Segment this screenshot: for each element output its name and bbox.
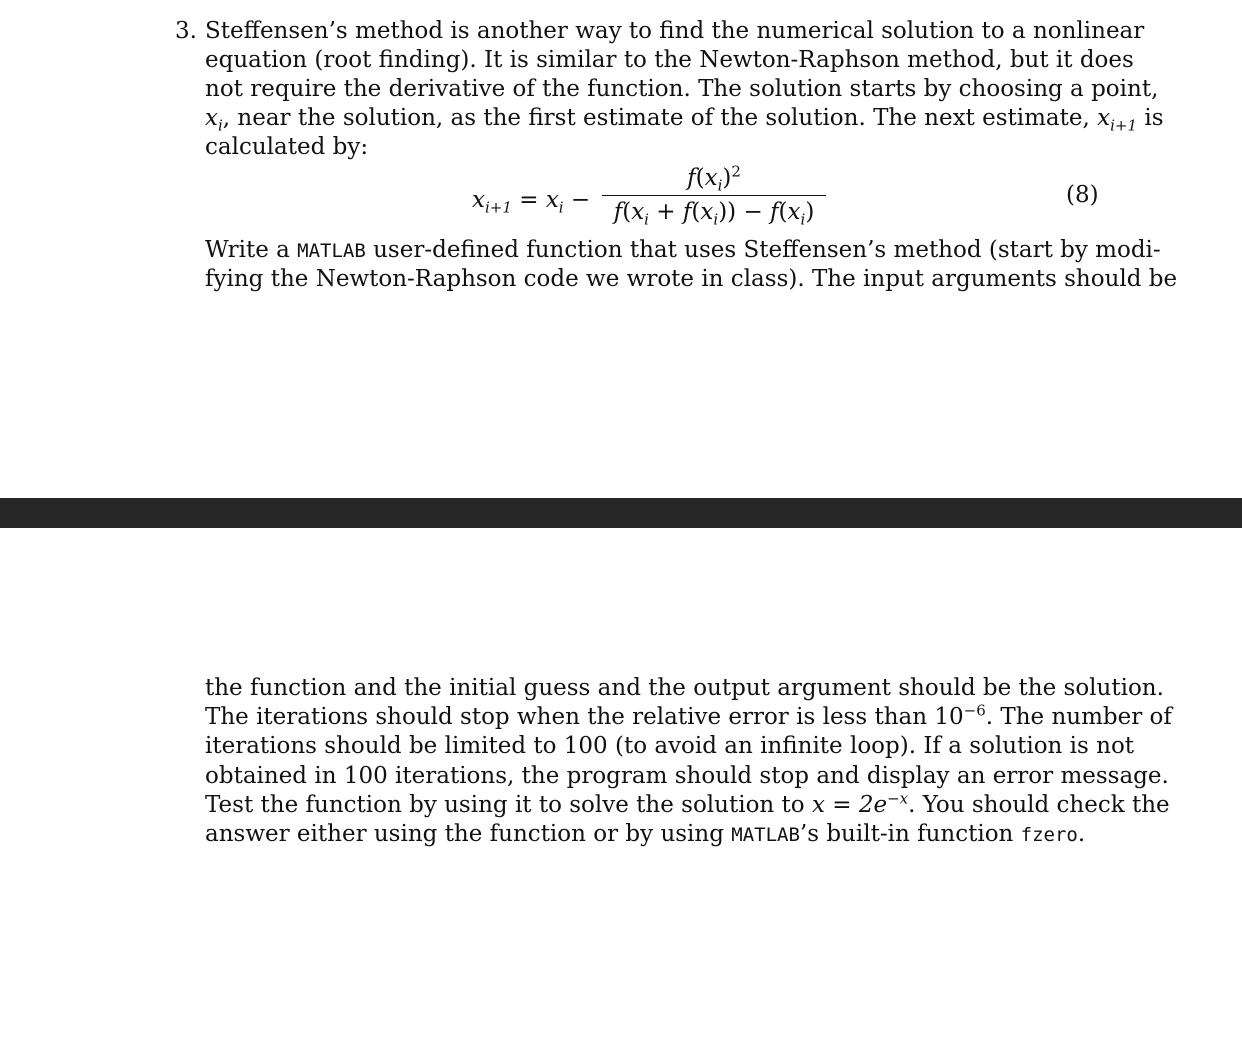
var-x-next: x — [1097, 105, 1111, 131]
para2-line-3: iterations should be limited to 100 (to avoid an infinite loop). If a solution is not — [205, 733, 1135, 759]
line4-tail: is — [1137, 105, 1164, 131]
fraction-denominator: $f(x_i + f(x_i)) - f(x_i)$ — [613, 199, 815, 229]
matlab-code: MATLAB — [297, 240, 366, 262]
para2-line-5: Test the function by using it to solve the solution to $x = 2e^{-x}$. You should check the — [205, 789, 1170, 818]
para1-line-1: Write a MATLAB user-defined function that uses Steffensen’s method (start by modi- — [205, 237, 1161, 263]
line4-text: , near the solution, as the first estimate of the solution. The next estimate, — [222, 105, 1098, 131]
equation-number: (8) — [1066, 182, 1099, 208]
var-x: x — [205, 105, 218, 131]
fraction-numerator: $f(x_i)^2$ — [687, 162, 741, 195]
problem-number: 3. — [175, 18, 197, 44]
fzero-code: fzero — [1020, 824, 1078, 846]
para2-line-4: obtained in 100 iterations, the program should stop and display an error message. — [205, 763, 1169, 789]
problem-line-5: calculated by: — [205, 134, 369, 160]
para2-line-1: the function and the initial guess and the output argument should be the solution. — [205, 675, 1164, 701]
problem-line-4 — [205, 104, 1164, 135]
para1-line-2: fying the Newton-Raphson code we wrote in class). The input arguments should be — [205, 266, 1178, 292]
equation-8 — [0, 164, 1242, 230]
equation-inline: x = 2e — [811, 792, 888, 818]
problem-line-3: not require the derivative of the function. The solution starts by choosing a point, — [205, 76, 1159, 102]
fraction-bar — [602, 195, 826, 196]
problem-line-2: equation (root finding). It is similar to the Newton-Raphson method, but it does — [205, 47, 1134, 73]
para2-line-2: The iterations should stop when the relative error is less than $10^{-6}$. The number of — [205, 701, 1172, 730]
sub-i-plus-1: i+1 — [1110, 116, 1138, 135]
page-divider-band — [0, 498, 1242, 528]
para2-line-6: answer either using the function or by using MATLAB’s built-in function fzero. — [205, 821, 1086, 847]
sub-i: i — [217, 116, 223, 135]
equation-lhs: $x_{i+1} = x_i$ − — [472, 187, 591, 217]
problem-line-1: Steffensen’s method is another way to find the numerical solution to a nonlinear — [205, 18, 1145, 44]
